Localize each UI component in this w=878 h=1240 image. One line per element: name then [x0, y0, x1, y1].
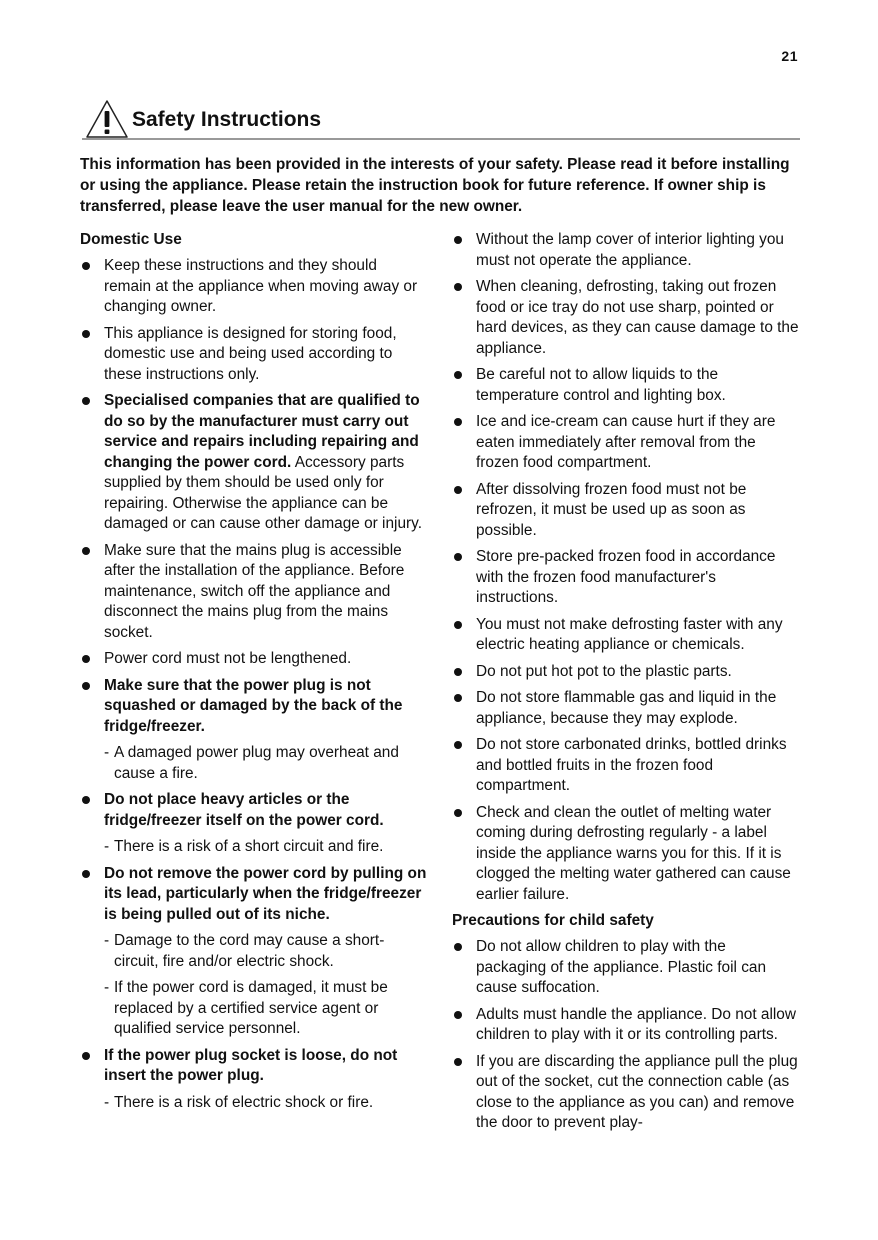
bullet-icon: [454, 809, 462, 817]
item-text: This appliance is designed for storing food, domestic use and being used according to these instructions only.: [104, 324, 397, 383]
item-text: Be careful not to allow liquids to the temperature control and lighting box.: [476, 366, 726, 404]
list-item: [452, 937, 800, 999]
list-item: [80, 864, 428, 926]
list-item: [452, 1052, 800, 1134]
page-title: Safety Instructions: [132, 108, 322, 131]
bullet-icon: [454, 741, 462, 749]
dash-mark: -: [104, 979, 110, 996]
item-text: Do not allow children to play with the packaging of the appliance. Plastic foil can cause suffocation.: [476, 938, 767, 996]
sub-item: [80, 931, 428, 972]
list-item: [452, 230, 800, 271]
dash-mark: -: [104, 744, 110, 761]
item-bold-text: Do not place heavy articles or the fridge/freezer itself on the power cord.: [104, 791, 384, 829]
list-item: [452, 365, 800, 406]
list-item: [452, 803, 800, 906]
sub-item-text: Damage to the cord may cause a short-circuit, fire and/or electric shock.: [114, 932, 385, 970]
item-text: Power cord must not be lengthened.: [104, 650, 352, 667]
bullet-icon: [454, 283, 462, 291]
domestic-use-heading: Domestic Use: [80, 231, 182, 248]
sub-item: [80, 837, 428, 858]
right-column: [452, 230, 800, 1140]
bullet-icon: [454, 1011, 462, 1019]
dash-mark: -: [104, 932, 110, 949]
bullet-icon: [82, 655, 90, 663]
dash-mark: -: [104, 1093, 110, 1111]
bullet-icon: [82, 547, 90, 555]
bullet-icon: [82, 262, 90, 270]
bullet-icon: [454, 553, 462, 561]
list-item: [452, 615, 800, 656]
list-item: [80, 649, 428, 670]
item-text: Without the lamp cover of interior lighting you must not operate the appliance.: [476, 231, 784, 269]
item-bold-text: Make sure that the power plug is not squashed or damaged by the back of the fridge/freezer.: [104, 676, 403, 735]
item-text: Do not store carbonated drinks, bottled drinks and bottled fruits in the frozen food compartment.: [476, 736, 787, 794]
item-text: Ice and ice-cream can cause hurt if they are eaten immediately after removal from the frozen food compartment.: [476, 413, 776, 471]
bullet-icon: [454, 236, 462, 244]
item-text: Keep these instructions and they should remain at the appliance when moving away or changing owner.: [104, 257, 418, 315]
list-item: [452, 735, 800, 797]
item-text: You must not make defrosting faster with any electric heating appliance or chemicals.: [476, 615, 783, 653]
item-bold-text: Specialised companies that are qualified to do so by the manufacturer must carry out service and repairs including repairing and changing the power cord.: [104, 392, 420, 471]
page-number: 21: [781, 48, 798, 64]
bullet-icon: [454, 621, 462, 629]
bullet-icon: [82, 1052, 90, 1060]
sub-item-text: There is a risk of electric shock or fire.: [114, 1093, 374, 1111]
list-item: [452, 412, 800, 474]
list-item: [80, 256, 428, 318]
item-text: Accessory parts supplied by them should be used only for repairing. Otherwise the appliance can be damaged or can cause other damage or injury.: [104, 453, 422, 532]
child-safety-heading: Precautions for child safety: [452, 912, 654, 929]
item-text: Check and clean the outlet of melting water coming during defrosting regularly - a label inside the appliance warns you for this. If it is clogged the melting water gathered can cause earlier failure.: [476, 803, 791, 903]
list-item: [452, 688, 800, 729]
item-text: Make sure that the mains plug is accessible after the installation of the appliance. Before maintenance, switch off the appliance and disconnect the mains plug from the mains socket.: [104, 541, 405, 641]
bullet-icon: [454, 1058, 462, 1066]
sub-item: [80, 978, 428, 1040]
bullet-icon: [454, 943, 462, 951]
item-text: When cleaning, defrosting, taking out frozen food or ice tray do not use sharp, pointed or hard devices, as they can cause damage to the appliance.: [476, 278, 799, 357]
list-item: [452, 547, 800, 609]
bullet-icon: [82, 330, 90, 338]
sub-item-text: If the power cord is damaged, it must be replaced by a certified service agent or qualified service personnel.: [114, 979, 388, 1037]
list-item: [452, 662, 800, 683]
item-bold-text: If the power plug socket is loose, do not insert the power plug.: [104, 1046, 398, 1084]
intro-paragraph: This information has been provided in the interests of your safety. Please read it before installing or using the appliance. Please retain the instruction book for future reference. If owner ship is transferred, please leave the user manual for the new owner.: [80, 156, 790, 215]
sub-item: [80, 743, 428, 784]
warning-icon: [84, 98, 130, 140]
bullet-icon: [454, 694, 462, 702]
left-column: [80, 230, 428, 1119]
dash-mark: -: [104, 838, 110, 855]
bullet-icon: [82, 796, 90, 804]
bullet-icon: [454, 486, 462, 494]
list-item: [80, 1046, 428, 1087]
bullet-icon: [454, 668, 462, 676]
list-item: [80, 391, 428, 535]
sub-item-text: There is a risk of a short circuit and fire.: [114, 838, 384, 855]
bullet-icon: [454, 418, 462, 426]
item-text: Store pre-packed frozen food in accordance with the frozen food manufacturer's instructions.: [476, 548, 776, 606]
item-text: After dissolving frozen food must not be refrozen, it must be used up as soon as possible.: [476, 480, 747, 539]
list-item: [80, 676, 428, 738]
list-item: [452, 277, 800, 359]
bullet-icon: [82, 397, 90, 405]
item-bold-text: Do not remove the power cord by pulling on its lead, particularly when the fridge/freezer is being pulled out of its niche.: [104, 864, 427, 923]
list-item: [80, 541, 428, 644]
list-item: [80, 790, 428, 831]
item-text: If you are discarding the appliance pull the plug out of the socket, cut the connection cable (as close to the appliance as you can) and remove the door to prevent play-: [476, 1052, 798, 1131]
section-heading: [82, 98, 800, 140]
list-item: [452, 1005, 800, 1046]
list-item: [80, 324, 428, 386]
item-text: Do not put hot pot to the plastic parts.: [476, 662, 732, 680]
bullet-icon: [82, 682, 90, 690]
list-item: [452, 480, 800, 542]
bullet-icon: [454, 371, 462, 379]
sub-item: [80, 1093, 428, 1114]
item-text: Adults must handle the appliance. Do not allow children to play with it or its controlling parts.: [476, 1005, 796, 1043]
bullet-icon: [82, 870, 90, 878]
item-text: Do not store flammable gas and liquid in the appliance, because they may explode.: [476, 689, 777, 727]
sub-item-text: A damaged power plug may overheat and cause a fire.: [114, 744, 399, 782]
